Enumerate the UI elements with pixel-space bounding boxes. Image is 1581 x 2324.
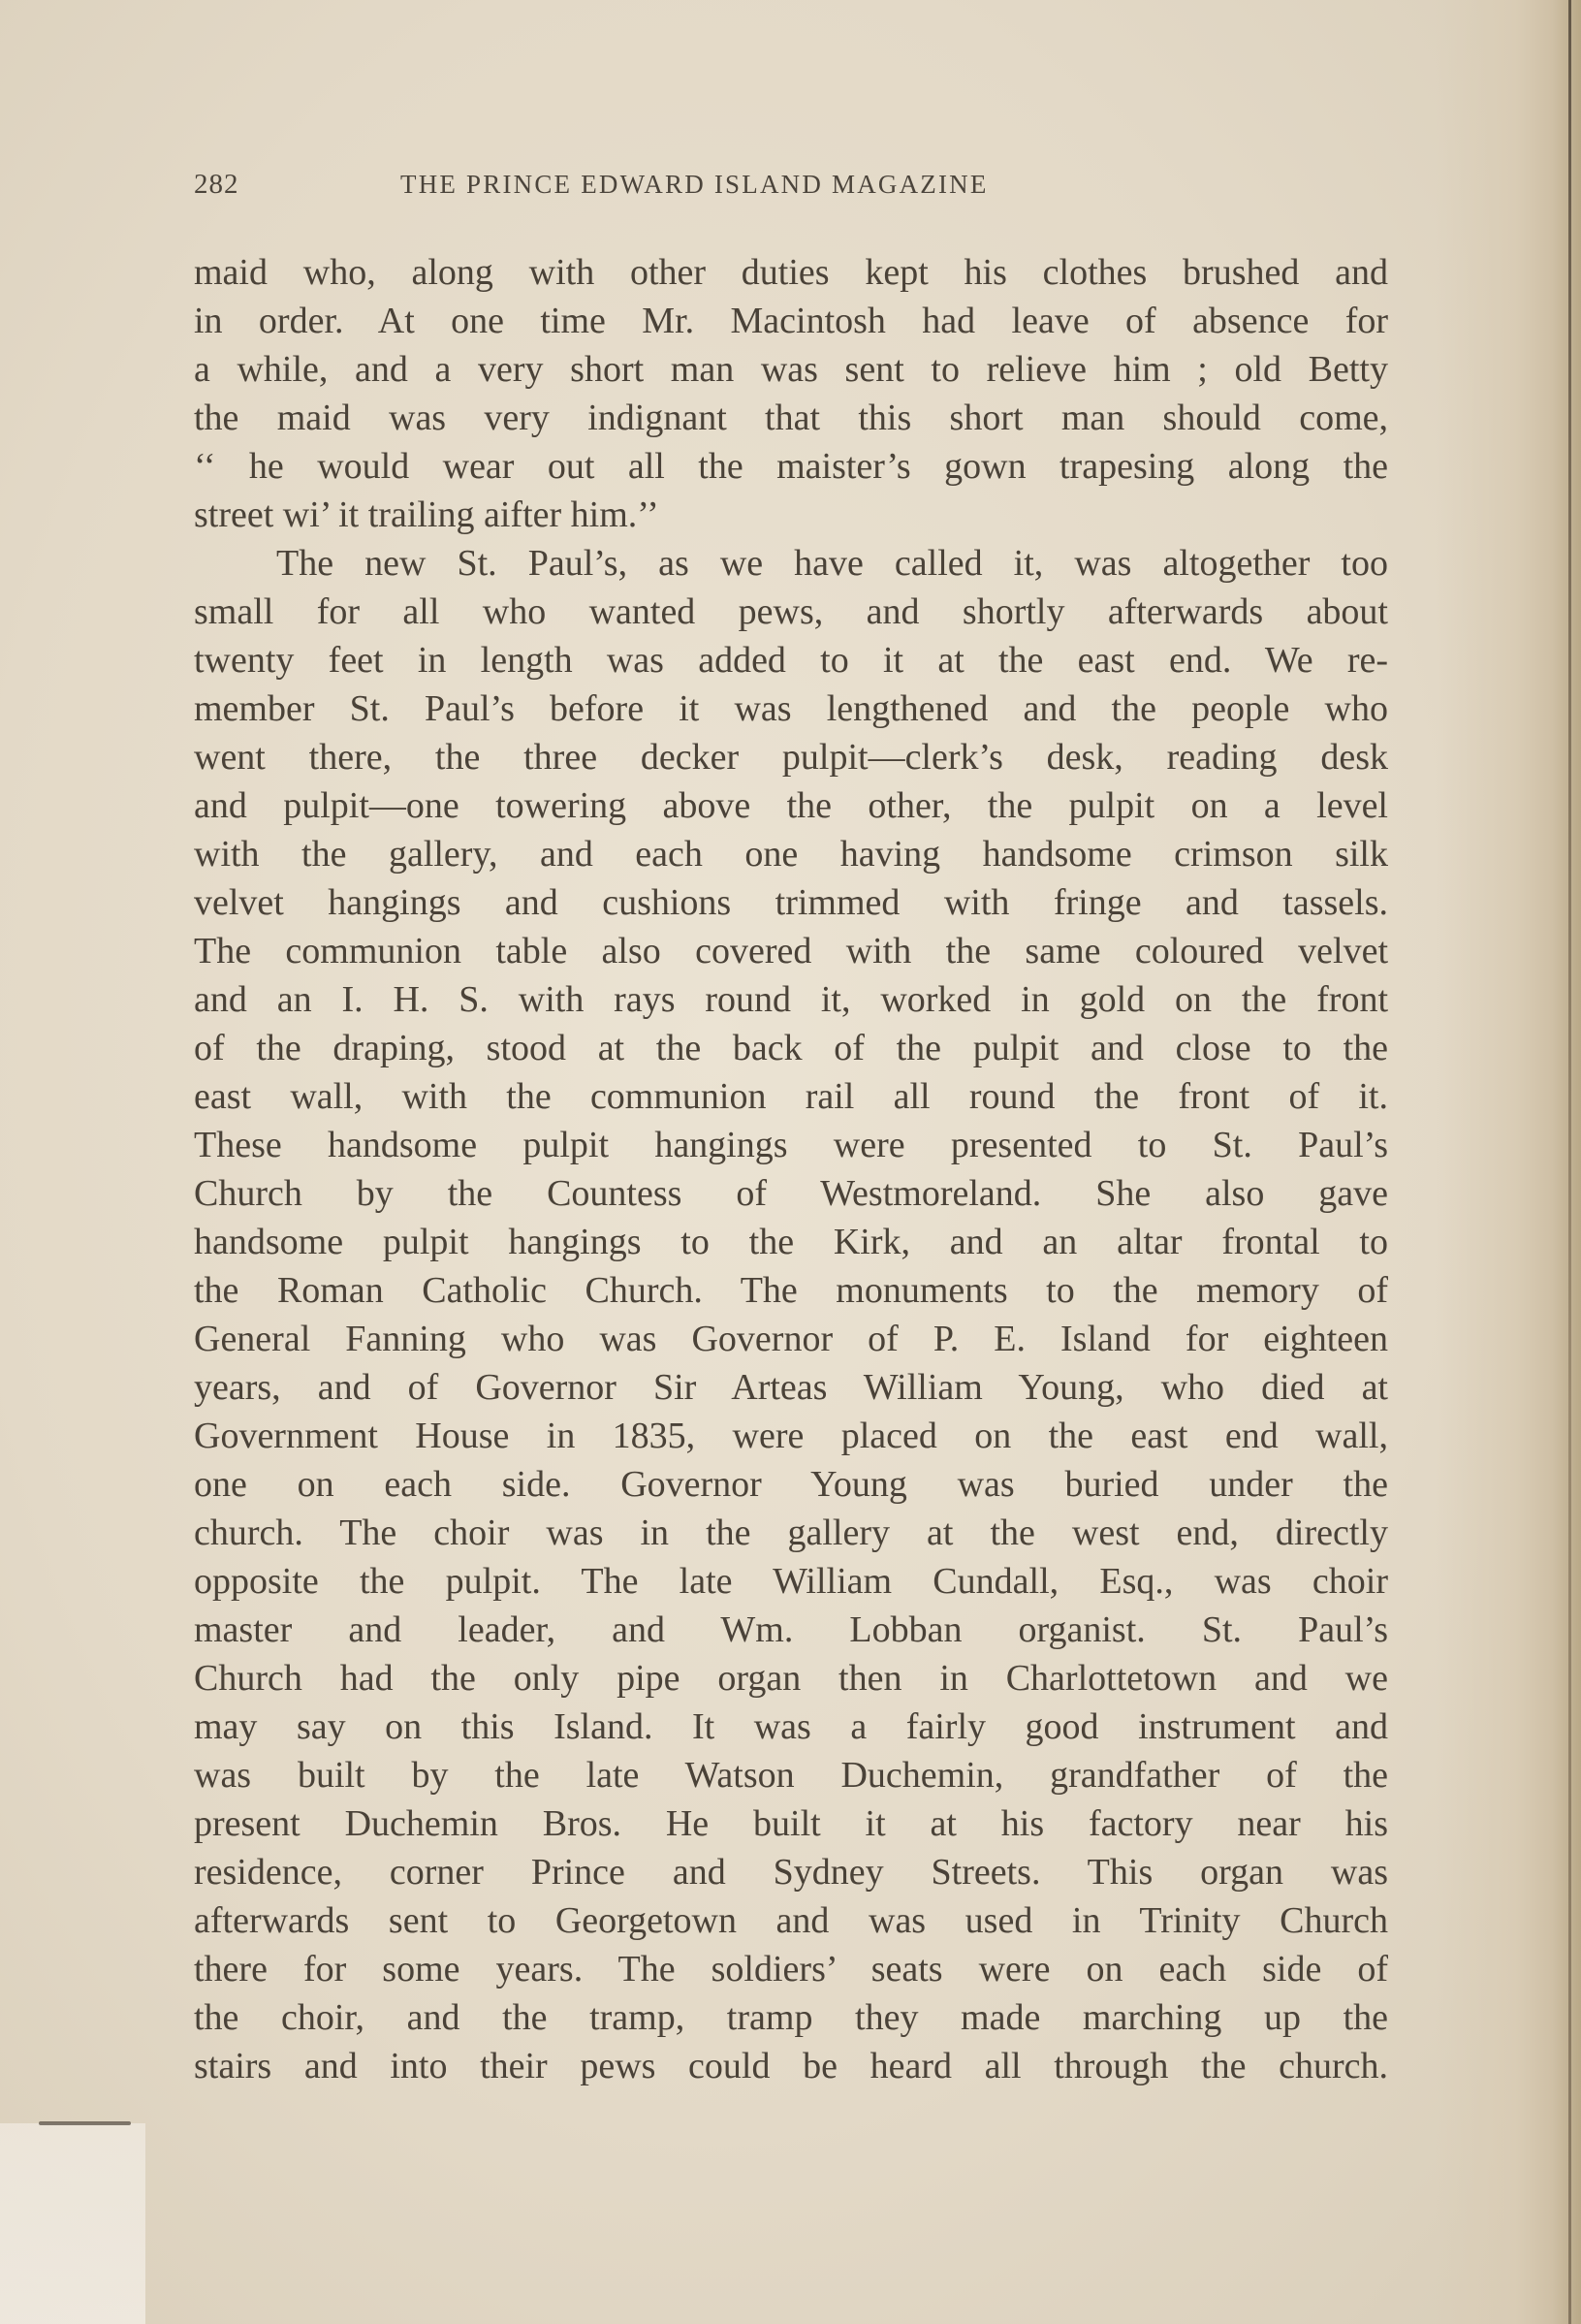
text-line: one on each side. Governor Young was buried under the [194,1464,1388,1505]
text-line: maid who, along with other duties kept his clothes brushed and [194,252,1388,293]
text-line: Church by the Countess of Westmoreland. She also gave [194,1173,1388,1214]
text-line: master and leader, and Wm. Lobban organist. St. Paul’s [194,1609,1388,1650]
text-line: member St. Paul’s before it was lengthened and the people who [194,688,1388,729]
page-corner-mark [39,2121,131,2125]
text-line: General Fanning who was Governor of P. E. Island for eighteen [194,1319,1388,1359]
text-line: of the draping, stood at the back of the pulpit and close to the [194,1028,1388,1068]
text-line: and pulpit—one towering above the other, the pulpit on a level [194,785,1388,826]
text-line: street wi’ it trailing aifter him.’’ [194,494,659,535]
text-line: in order. At one time Mr. Macintosh had leave of absence for [194,301,1388,341]
text-line: afterwards sent to Georgetown and was used in Trinity Church [194,1900,1388,1941]
text-line: These handsome pulpit hangings were presented to St. Paul’s [194,1125,1388,1165]
body-text [194,248,1388,2090]
running-title: THE PRINCE EDWARD ISLAND MAGAZINE [400,170,989,199]
text-line: velvet hangings and cushions trimmed with fringe and tassels. [194,882,1388,923]
text-line: stairs and into their pews could be heard all through the church. [194,2046,1388,2086]
text-line: may say on this Island. It was a fairly good instrument and [194,1706,1388,1747]
text-line: opposite the pulpit. The late William Cundall, Esq., was choir [194,1561,1388,1602]
text-line: ‘‘ he would wear out all the maister’s gown trapesing along the [194,446,1388,487]
text-line: the Roman Catholic Church. The monuments to the memory of [194,1270,1388,1311]
page-corner-wear [0,2123,145,2324]
text-line: The communion table also covered with the same coloured velvet [194,931,1388,971]
text-line: church. The choir was in the gallery at the west end, directly [194,1512,1388,1553]
text-line: there for some years. The soldiers’ seats were on each side of [194,1949,1388,1990]
text-line: and an I. H. S. with rays round it, worked in gold on the front [194,979,1388,1020]
paragraph-start-line: The new St. Paul’s, as we have called it, was altogether too [276,543,1388,584]
text-line: was built by the late Watson Duchemin, grandfather of the [194,1755,1388,1796]
text-line: east wall, with the communion rail all round the front of it. [194,1076,1388,1117]
page-number: 282 [194,169,239,200]
text-line: a while, and a very short man was sent to relieve him ; old Betty [194,349,1388,390]
text-line: small for all who wanted pews, and shortly afterwards about [194,591,1388,632]
text-line: years, and of Governor Sir Arteas William Young, who died at [194,1367,1388,1408]
text-line: the maid was very indignant that this short man should come, [194,398,1388,438]
text-line: Church had the only pipe organ then in Charlottetown and we [194,1658,1388,1699]
text-line: present Duchemin Bros. He built it at his factory near his [194,1803,1388,1844]
page-edge-shadow [1436,0,1581,2324]
text-line: handsome pulpit hangings to the Kirk, and an altar frontal to [194,1222,1388,1262]
text-line: the choir, and the tramp, tramp they made marching up the [194,1997,1388,2038]
page-edge-line [1568,0,1571,2324]
text-line: Government House in 1835, were placed on the east end wall, [194,1416,1388,1456]
text-line: went there, the three decker pulpit—clerk’s desk, reading desk [194,737,1388,778]
running-header [194,169,1163,207]
text-line: twenty feet in length was added to it at the east end. We re- [194,640,1388,681]
text-line: residence, corner Prince and Sydney Streets. This organ was [194,1852,1388,1893]
text-line: with the gallery, and each one having handsome crimson silk [194,834,1388,875]
